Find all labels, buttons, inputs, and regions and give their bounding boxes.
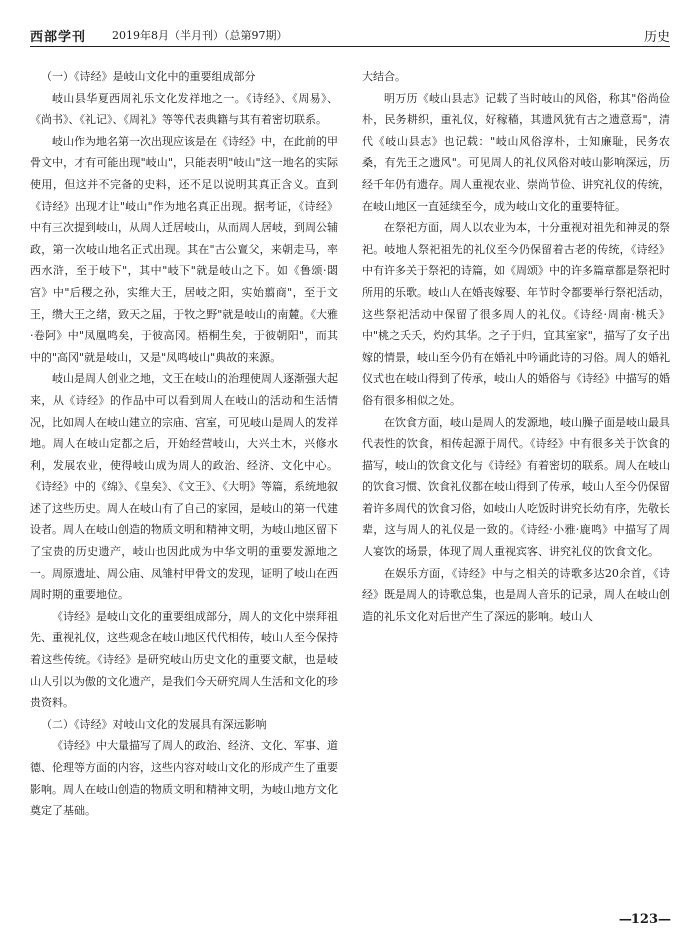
paragraph: 明万历《岐山县志》记载了当时岐山的风俗，称其"俗尚俭朴，民务耕织，重礼仪，好稼穑，其遗风犹有古之遗意焉"，清代《岐山县志》也记载："岐山风俗淳朴，士知廉耻，民务农桑，有先王之遗风"。可见周人的礼仪风俗对岐山影响深远，历经千年仍有遗存。周人重视农业、崇尚节俭、讲究礼仪的传统，在岐山地区一直延续至今，成为岐山文化的重要特征。 [362, 91, 670, 213]
section-heading-1: （一）《诗经》是岐山文化中的重要组成部分 [41, 70, 256, 83]
paragraph: 岐山作为地名第一次出现应该是在《诗经》中，在此前的甲骨文中，才有可能出现"岐山"，只能表明"岐山"这一地名的实际使用，但这并不完备的史料，还不足以说明其真正含义。直到《诗经》出现才让"岐山"作为地名真正出现。据考证，《诗经》中有三次提到岐山，从周人迁居岐山，从而周人居岐，到周公辅政，第一次岐山地名正式出现。其在"古公亶父，来朝走马，率西水浒，至于岐下"，其中"岐下"就是岐山之下。如《鲁颂·閟宫》中"后稷之孙，实维大王，居岐之阳，实始翦商"，至于文王，缵大王之绪，致天之届，于牧之野"就是岐山的南麓。《大雅·卷阿》中"凤凰鸣矣，于彼高冈。梧桐生矣，于彼朝阳"，而其中的"高冈"就是岐山，又是"凤鸣岐山"典故的来源。 [30, 134, 338, 364]
page-number-value: 123 [630, 912, 658, 927]
right-column [362, 66, 670, 627]
paragraph: 在娱乐方面，《诗经》中与之相关的诗歌多达20余首，《诗经》既是周人的诗歌总集，也是周人音乐的记录，周人在岐山创造的礼乐文化对后世产生了深远的影响。岐山人 [362, 566, 670, 623]
section-tag: 历史 [643, 30, 670, 45]
paragraph: 《诗经》中大量描写了周人的政治、经济、文化、军事、道德、伦理等方面的内容，这些内容对岐山文化的形成产生了重要影响。周人在岐山创造的物质文明和精神文明，为岐山地方文化奠定了基础。 [30, 739, 338, 818]
paragraph: 在饮食方面，岐山是周人的发源地，岐山臊子面是岐山最具代表性的饮食，相传起源于周代。《诗经》中有很多关于饮食的描写，岐山的饮食文化与《诗经》有着密切的联系。周人在岐山的饮食习惯、饮食礼仪都在岐山得到了传承，岐山人至今仍保留着许多周代的饮食习俗，如岐山人吃饭时讲究长幼有序，先敬长辈，这与周人的礼仪是一致的。《诗经·小雅·鹿鸣》中描写了周人宴饮的场景，体现了周人重视宾客、讲究礼仪的饮食文化。 [362, 415, 670, 559]
paragraph: 岐山是周人创业之地，文王在岐山的治理使周人逐渐强大起来，从《诗经》的作品中可以看到周人在岐山的活动和生活情况，比如周人在岐山建立的宗庙、宫室，可见岐山是周人的发祥地。周人在岐山定都之后，开始经营岐山，大兴土木，兴修水利，发展农业，使得岐山成为周人的政治、经济、文化中心。《诗经》中的《绵》、《皇矣》、《文王》、《大明》等篇，系统地叙述了这些历史。周人在岐山有了自己的家园，是岐山的第一代建设者。周人在岐山创造的物质文明和精神文明，为岐山地区留下了宝贵的历史遗产，岐山也因此成为中华文明的重要发源地之一。周原遗址、周公庙、凤雏村甲骨文的发现，证明了岐山在西周时期的重要地位。 [30, 372, 338, 602]
paragraph: 岐山县华夏西周礼乐文化发祥地之一。《诗经》、《周易》、《尚书》、《礼记》、《周礼》等等代表典籍与其有着密切联系。 [30, 91, 338, 127]
section-heading-2: （二）《诗经》对岐山文化的发展具有深远影响 [41, 717, 267, 731]
paragraph: 《诗经》是岐山文化的重要组成部分，周人的文化中崇拜祖先、重视礼仪，这些观念在岐山地区代代相传，岐山人至今保持着这些传统。《诗经》是研究岐山历史文化的重要文献，也是岐山人引以为傲的文化遗产，是我们今天研究周人生活和文化的珍贵资料。 [30, 609, 338, 710]
page-number: —123— [618, 912, 670, 927]
page-header [30, 20, 670, 47]
issue-info: 2019年8月（半月刊）（总第97期） [112, 29, 288, 42]
paragraph: 在祭祀方面，周人以农业为本，十分重视对祖先和神灵的祭祀。岐地人祭祀祖先的礼仪至今仍保留着古老的传统，《诗经》中有许多关于祭祀的诗篇，如《周颂》中的许多篇章都是祭祀时所用的乐歌。岐山人在婚丧嫁娶、年节时令都要举行祭祀活动，这些祭祀活动中保留了很多周人的礼仪。《诗经·周南·桃夭》中"桃之夭夭，灼灼其华。之子于归，宜其室家"，描写了女子出嫁的情景，岐山至今仍有在婚礼中吟诵此诗的习俗。周人的婚礼仪式也在岐山得到了传承，岐山人的婚俗与《诗经》中描写的婚俗有很多相似之处。 [362, 221, 670, 407]
paragraph-continuation: 大结合。 [362, 70, 406, 83]
left-column [30, 66, 338, 822]
journal-name: 西部学刊 [30, 30, 87, 45]
